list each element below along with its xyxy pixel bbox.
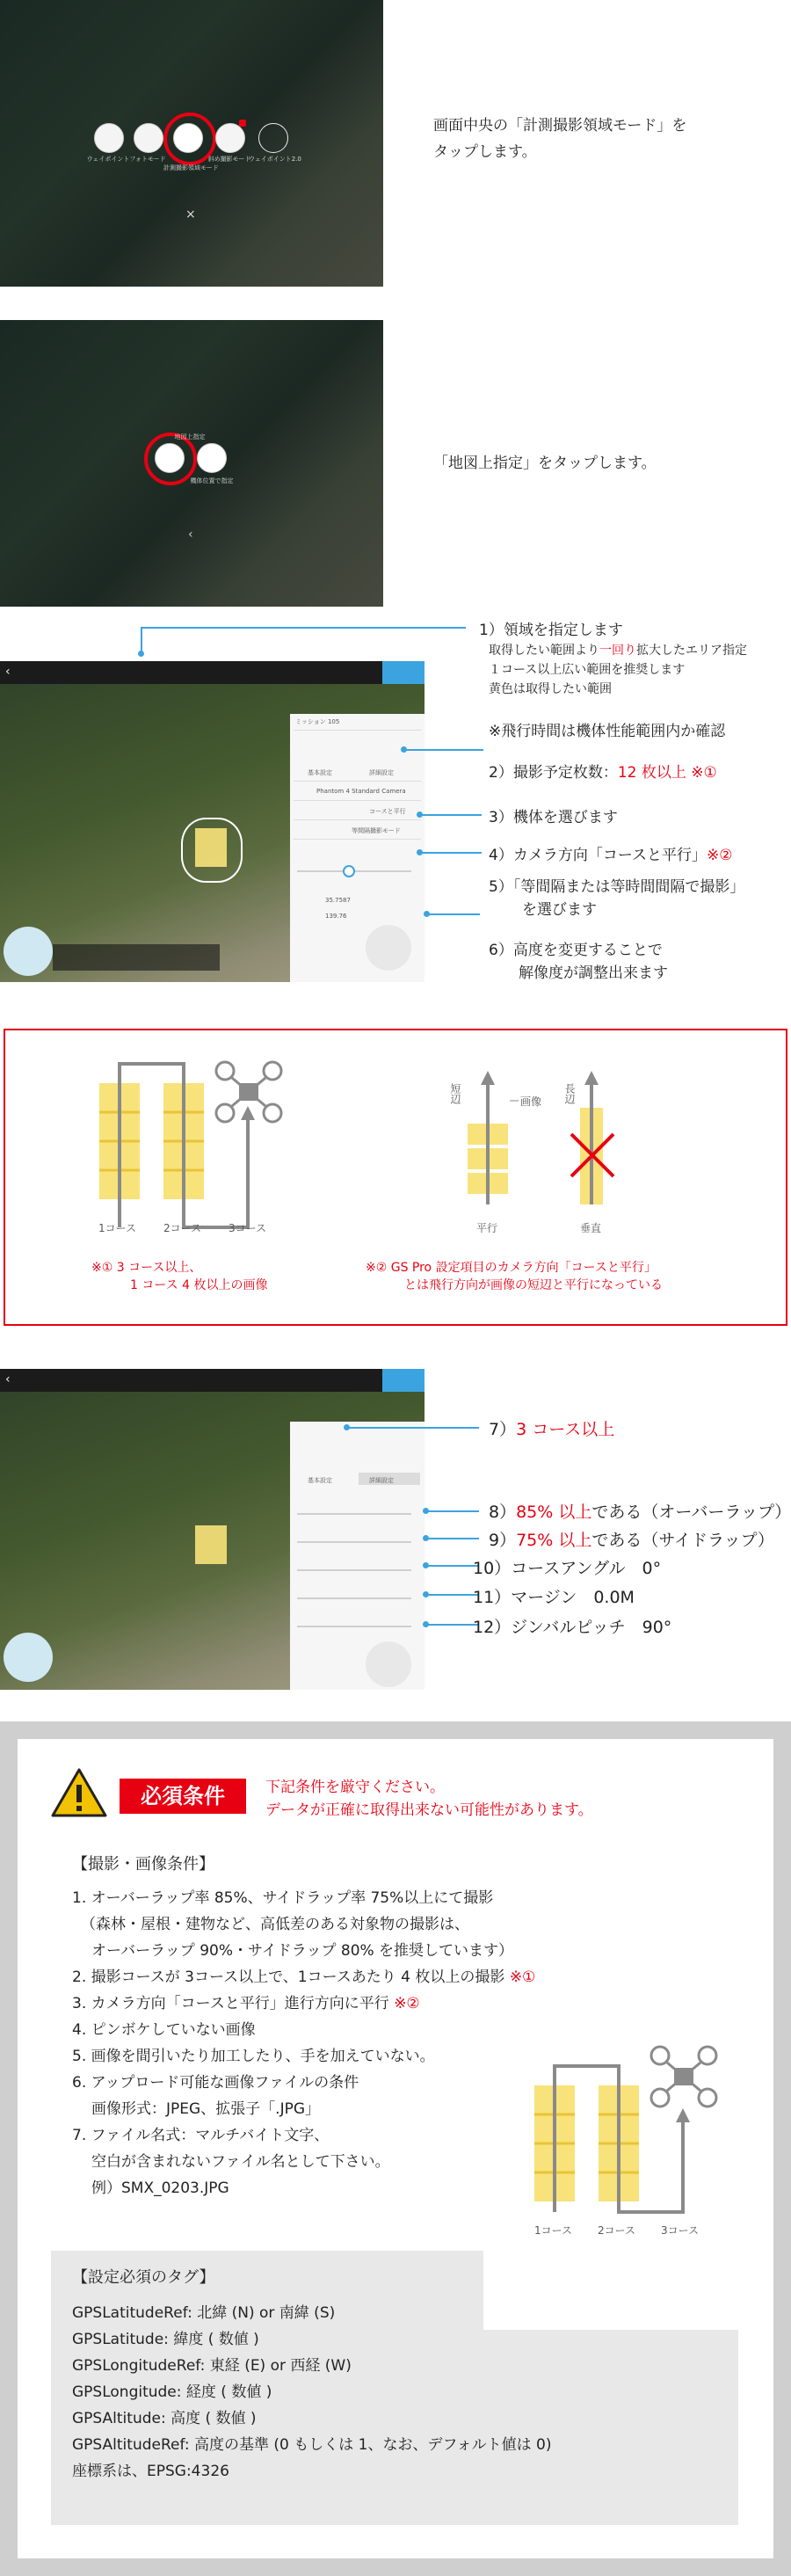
callout-1-detail: 取得したい範囲より一回り拡大したエリア指定 １コース以上広い範囲を推奨します 黄色は取得したい範囲 <box>489 644 747 696</box>
label-image: 画像 <box>520 1095 542 1108</box>
tag-1: GPSLatitudeRef: 北緯 (N) or 南緯 (S) <box>72 2304 336 2322</box>
req-course-2: 2コース <box>598 2224 636 2237</box>
gimbal-pitch-slider[interactable] <box>297 1626 411 1627</box>
connector-1-h <box>141 627 466 629</box>
diagram-course-3: 3コース <box>229 1222 267 1234</box>
joystick-pad[interactable] <box>366 925 411 971</box>
tab-advanced[interactable]: 詳細設定 <box>369 769 394 776</box>
req-course-1: 1コース <box>534 2224 573 2237</box>
req-course-3: 3コース <box>661 2224 700 2237</box>
requirements-course-diagram <box>492 2040 721 2224</box>
callout-2: 2）撮影予定枚数：12 枚以上 ※① <box>489 764 717 782</box>
condition-1: 1. オーバーラップ率 85%、サイドラップ率 75%以上にて撮影 <box>72 1889 494 1907</box>
screenshot-mode-select <box>0 0 383 287</box>
step1-instruction: 画面中央の「計測撮影領域モード」を タップします。 <box>433 117 687 161</box>
app-top-bar <box>0 1369 425 1392</box>
overlap-slider[interactable] <box>297 1513 411 1515</box>
label-parallel: 平行 <box>476 1222 498 1234</box>
tag-2: GPSLatitude: 緯度 ( 数値 ) <box>72 2331 259 2348</box>
callout-10: 10）コースアングル 0° <box>473 1559 662 1578</box>
diagram-note-2: ※② GS Pro 設定項目のカメラ方向「コースと平行」 とは飛行方向が画像の短辺と平行になっている <box>366 1261 663 1292</box>
warning-text: 下記条件を厳守ください。 データが正確に取得出来ない可能性があります。 <box>265 1779 593 1819</box>
mode-label-photo: フォトモード <box>129 156 166 163</box>
camera-direction-value[interactable]: コースと平行 <box>369 808 406 815</box>
waypoint2-mode-icon[interactable] <box>258 123 288 153</box>
connector-3 <box>420 814 482 816</box>
condition-7-detail: 空白が含まれないファイル名として下さい。 <box>91 2153 390 2171</box>
course-angle-slider[interactable] <box>297 1569 411 1571</box>
condition-6-detail: 画像形式：JPEG、拡張子「.JPG」 <box>91 2100 321 2118</box>
condition-7-example: 例）SMX_0203.JPG <box>91 2179 229 2197</box>
tag-4: GPSLongitude: 経度 ( 数値 ) <box>72 2383 272 2401</box>
condition-5: 5. 画像を間引いたり加工したり、手を加えていない。 <box>72 2048 435 2065</box>
step2-instruction: 「地図上指定」をタップします。 <box>433 455 657 472</box>
conditions-title: 【撮影・画像条件】 <box>72 1855 214 1874</box>
tag-7: 座標系は、EPSG:4326 <box>72 2463 229 2480</box>
condition-6: 6. アップロード可能な画像ファイルの条件 <box>72 2074 359 2092</box>
connector-4 <box>420 852 482 854</box>
tags-box-cutout <box>483 2251 738 2330</box>
app-top-bar <box>0 661 425 684</box>
tab-basic[interactable]: 基本設定 <box>308 769 332 776</box>
tab-basic[interactable]: 基本設定 <box>308 1477 332 1484</box>
oblique-mode-icon[interactable] <box>215 123 245 153</box>
camera-model-value[interactable]: Phantom 4 Standard Camera <box>316 788 406 795</box>
mission-label: ミッション 105 <box>295 718 340 725</box>
mode-label-waypoint2: ウェイポイント2.0 <box>249 156 301 163</box>
shooting-mode-value[interactable]: 等間隔撮影モード <box>352 827 401 834</box>
longitude-value: 139.76 <box>325 913 347 920</box>
callout-6: 6）高度を変更することで 解像度が調整出来ます <box>489 942 668 982</box>
settings-panel <box>290 1422 425 1690</box>
new-badge <box>239 120 246 127</box>
compass-widget <box>4 1633 53 1682</box>
latitude-value: 35.7587 <box>325 897 351 904</box>
mode-label-oblique: 斜め撮影モード <box>207 156 251 163</box>
condition-1-note-b: オーバーラップ 90%・サイドラップ 80% を推奨しています） <box>91 1942 514 1960</box>
label-short-side: 短辺 <box>449 1083 461 1104</box>
area-outline <box>181 818 243 883</box>
survey-area-polygon[interactable] <box>195 1525 227 1564</box>
back-icon[interactable]: ‹ <box>5 665 11 679</box>
condition-1-note-a: （森林・屋根・建物など、高低差のある対象物の撮影は、 <box>81 1916 469 1933</box>
altitude-slider-knob[interactable] <box>343 865 355 877</box>
screenshot-area-select <box>0 320 383 607</box>
connector-1 <box>141 627 142 653</box>
sidelap-slider[interactable] <box>297 1541 411 1543</box>
label-vertical: 垂直 <box>580 1222 602 1234</box>
takeoff-button[interactable] <box>382 661 425 684</box>
callout-5: 5）「等間隔または等時間間隔で撮影」 を選びます <box>489 878 745 919</box>
callout-7: 7）3 コース以上 <box>489 1420 615 1439</box>
telemetry-bar <box>53 944 220 971</box>
tags-title: 【設定必須のタグ】 <box>72 2268 215 2287</box>
mode-label-survey: 計測撮影領域モード <box>163 164 219 171</box>
callout-3: 3）機体を選びます <box>489 809 618 826</box>
mode-label-waypoint: ウェイポイント <box>86 156 130 163</box>
connector-7 <box>347 1427 479 1429</box>
joystick-pad[interactable] <box>366 1641 411 1687</box>
diagram-note-1: ※① 3 コース以上、 1 コース 4 枚以上の画像 <box>91 1261 268 1292</box>
diagram-course-2: 2コース <box>163 1222 202 1234</box>
callout-8: 8）85% 以上である（オーバーラップ） <box>489 1503 791 1522</box>
diagram-course-1: 1コース <box>98 1222 137 1234</box>
connector-2 <box>404 749 483 751</box>
condition-3: 3. カメラ方向「コースと平行」進行方向に平行 ※② <box>72 1995 420 2012</box>
label-long-side: 長辺 <box>563 1083 576 1104</box>
tab-advanced[interactable]: 詳細設定 <box>369 1477 394 1484</box>
required-badge: 必須条件 <box>120 1779 246 1814</box>
compass-widget <box>4 927 53 976</box>
condition-7: 7. ファイル名式：マルチバイト文字、 <box>72 2127 330 2144</box>
close-icon[interactable]: × <box>185 207 196 222</box>
condition-2: 2. 撮影コースが 3コース以上で、1コースあたり 4 枚以上の撮影 ※① <box>72 1968 536 1986</box>
flight-time-note: ※飛行時間は機体性能範囲内か確認 <box>489 723 726 740</box>
margin-slider[interactable] <box>297 1597 411 1599</box>
callout-12: 12）ジンバルピッチ 90° <box>473 1618 672 1637</box>
back-chevron-icon[interactable]: ‹ <box>188 528 193 542</box>
tag-5: GPSAltitude: 高度 ( 数値 ) <box>72 2410 257 2427</box>
photo-mode-icon[interactable] <box>134 123 163 153</box>
tag-3: GPSLongitudeRef: 東経 (E) or 西経 (W) <box>72 2357 352 2375</box>
settings-panel <box>290 714 425 982</box>
takeoff-button[interactable] <box>382 1369 425 1392</box>
warning-icon <box>51 1767 107 1818</box>
tag-6: GPSAltitudeRef: 高度の基準 (0 もしくは 1、なお、デフォルト値は 0) <box>72 2436 552 2454</box>
screenshot-advanced-settings <box>0 1369 425 1690</box>
condition-4: 4. ピンボケしていない画像 <box>72 2021 256 2039</box>
option-aircraft-position-label: 機体位置で指定 <box>190 477 234 484</box>
waypoint-mode-icon[interactable] <box>94 123 124 153</box>
screenshot-mission-settings <box>0 661 425 982</box>
callout-1-title: 1）領域を指定します <box>479 622 623 639</box>
aircraft-position-icon[interactable] <box>197 443 227 473</box>
callout-9: 9）75% 以上である（サイドラップ） <box>489 1531 774 1550</box>
callout-11: 11）マージン 0.0M <box>473 1588 635 1607</box>
callout-4: 4）カメラ方向「コースと平行」※② <box>489 847 733 864</box>
option-map-select-label: 地図上指定 <box>174 433 206 440</box>
back-icon[interactable]: ‹ <box>5 1372 11 1386</box>
connector-6 <box>427 913 480 915</box>
